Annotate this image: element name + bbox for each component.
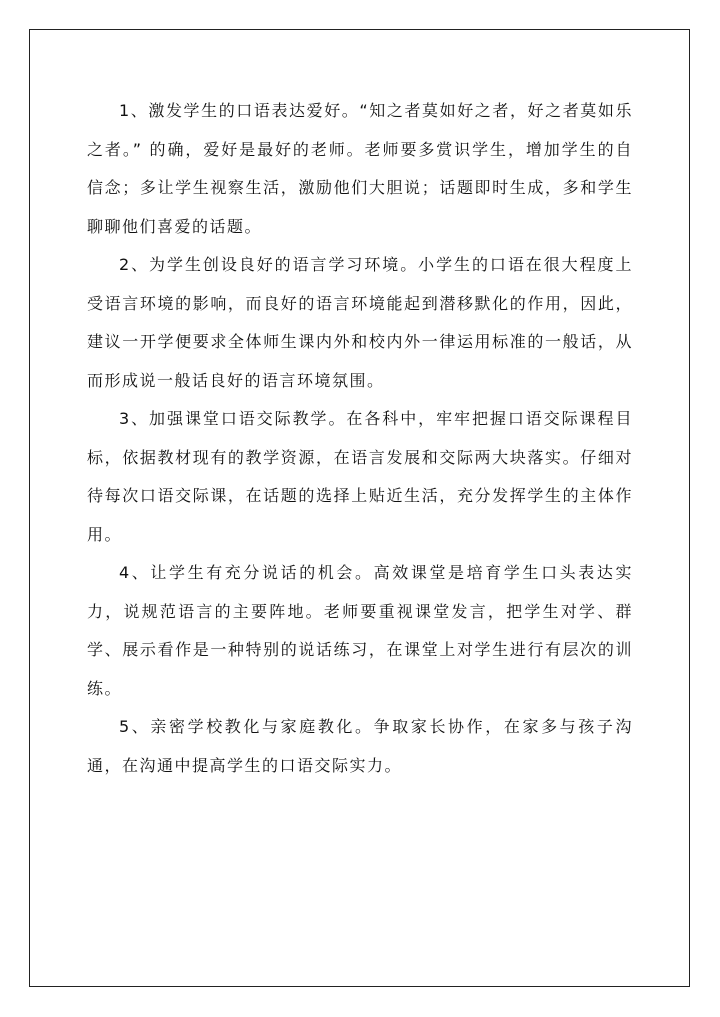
paragraph-1: 1、激发学生的口语表达爱好。“知之者莫如好之者，好之者莫如乐之者。” 的确，爱好是最好的老师。老师要多赏识学生，增加学生的自信念；多让学生视察生活，激励他们大胆说；话题即时生成，多和学生聊聊他们喜爱的话题。 <box>87 101 633 236</box>
paragraph-5: 5、亲密学校教化与家庭教化。争取家长协作，在家多与孩子沟通，在沟通中提高学生的口语交际实力。 <box>87 717 633 775</box>
document-body <box>87 92 633 785</box>
paragraph-2: 2、为学生创设良好的语言学习环境。小学生的口语在很大程度上受语言环境的影响，而良好的语言环境能起到潜移默化的作用，因此，建议一开学便要求全体师生课内外和校内外一律运用标准的一般话，从而形成说一般话良好的语言环境氛围。 <box>87 255 633 390</box>
paragraph-4: 4、让学生有充分说话的机会。高效课堂是培育学生口头表达实力，说规范语言的主要阵地。老师要重视课堂发言，把学生对学、群学、展示看作是一种特别的说话练习，在课堂上对学生进行有层次的训练。 <box>87 563 633 698</box>
paragraph-3: 3、加强课堂口语交际教学。在各科中，牢牢把握口语交际课程目标，依据教材现有的教学资源，在语言发展和交际两大块落实。仔细对待每次口语交际课，在话题的选择上贴近生活，充分发挥学生的主体作用。 <box>87 409 633 544</box>
